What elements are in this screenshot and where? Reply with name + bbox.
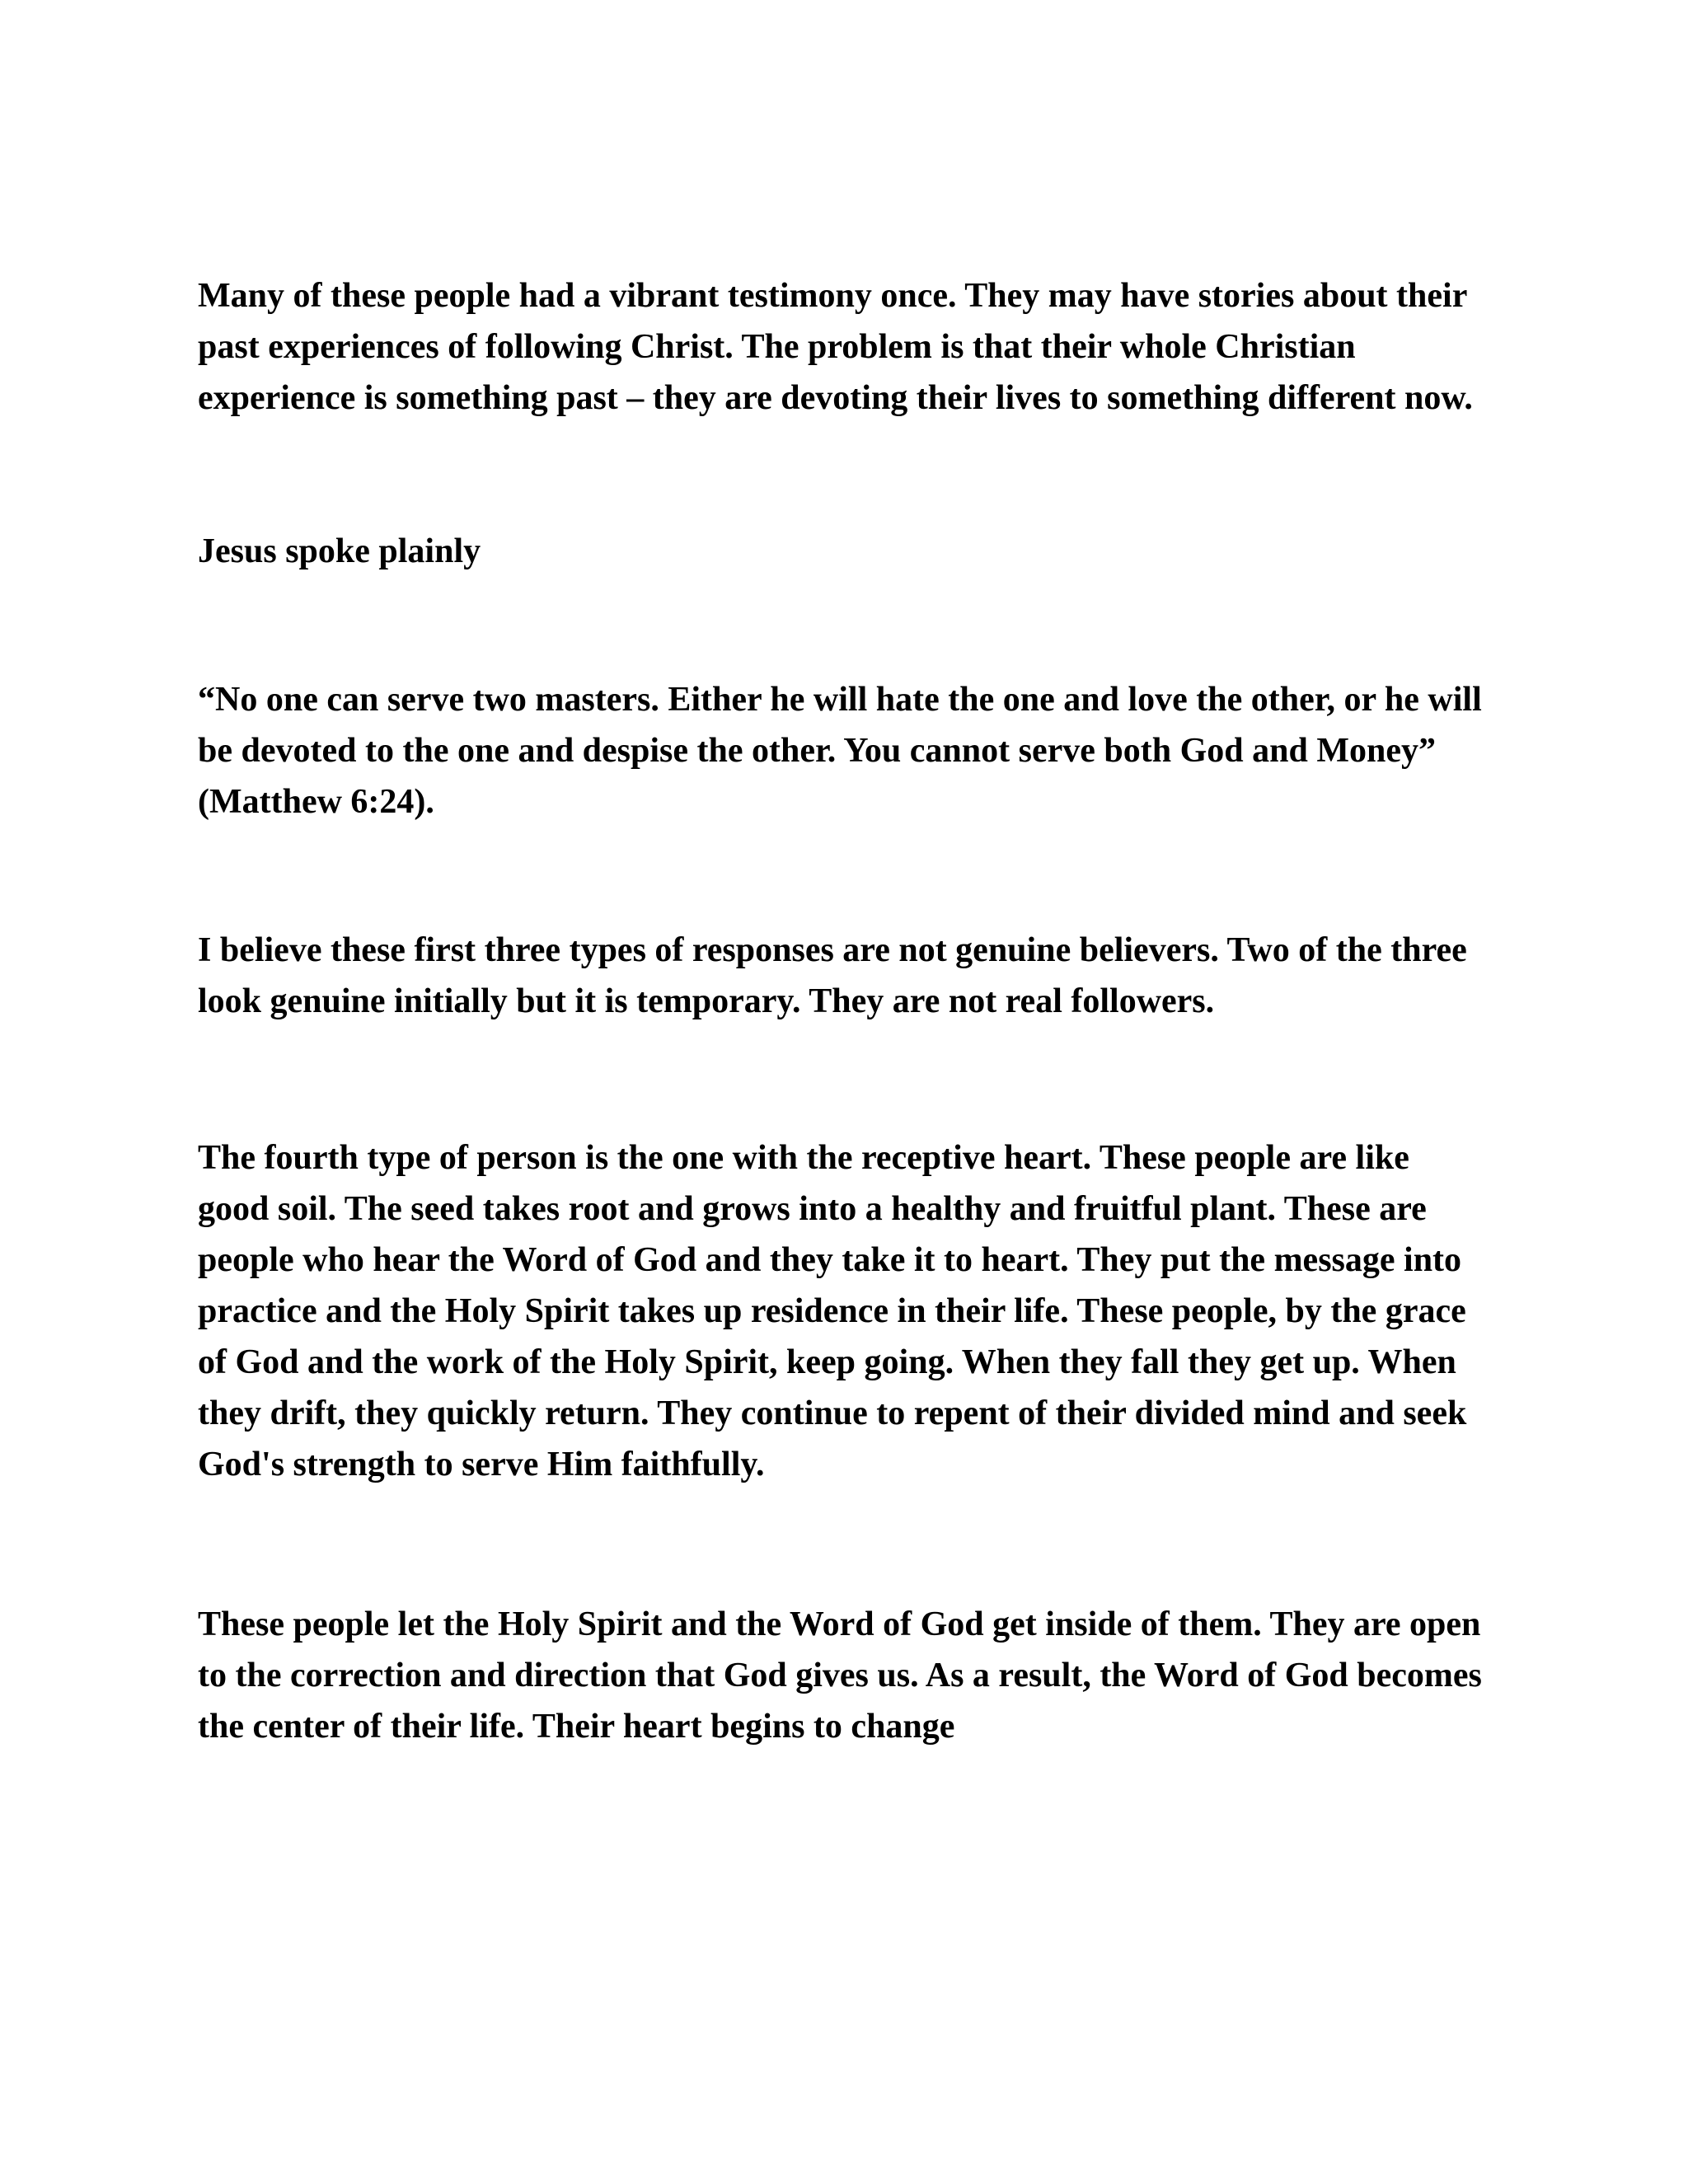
paragraph-fourth-type: The fourth type of person is the one with the receptive heart. These people are like good soil. The seed takes root and grows into a healthy and fruitful plant. These are people who hear the Word of God and they take it to heart. They put the message into practice and the Holy Spirit takes up residence in their life. These people, by the grace of God and the work of the Holy Spirit, keep going. When they fall they get up. When they drift, they quickly return. They continue to repent of their divided mind and seek God's strength to serve Him faithfully.	[198, 1139, 1467, 1483]
paragraph-spacer	[198, 424, 1484, 526]
paragraph-spacer	[198, 1490, 1484, 1599]
paragraph-three-responses: I believe these first three types of responses are not genuine believers. Two of the three look genuine initially but it is temporary. They are not real followers.	[198, 931, 1467, 1020]
document-body	[198, 270, 1484, 1752]
paragraph-jesus-spoke: Jesus spoke plainly	[198, 532, 481, 570]
paragraph-spacer	[198, 827, 1484, 925]
paragraph-spacer	[198, 1027, 1484, 1132]
paragraph-testimony: Many of these people had a vibrant testimony once. They may have stories about their past experiences of following Christ. The problem is that their whole Christian experience is something past – they are devoting their lives to something different now.	[198, 277, 1473, 417]
paragraph-scripture-quote: “No one can serve two masters. Either he will hate the one and love the other, or he will be devoted to the one and despise the other. You cannot serve both God and Money” (Matthew 6:24).	[198, 681, 1482, 821]
paragraph-word-of-god: These people let the Holy Spirit and the Word of God get inside of them. They are open to the correction and direction that God gives us. As a result, the Word of God becomes the center of their life. Their heart begins to change	[198, 1605, 1482, 1746]
paragraph-spacer	[198, 577, 1484, 674]
